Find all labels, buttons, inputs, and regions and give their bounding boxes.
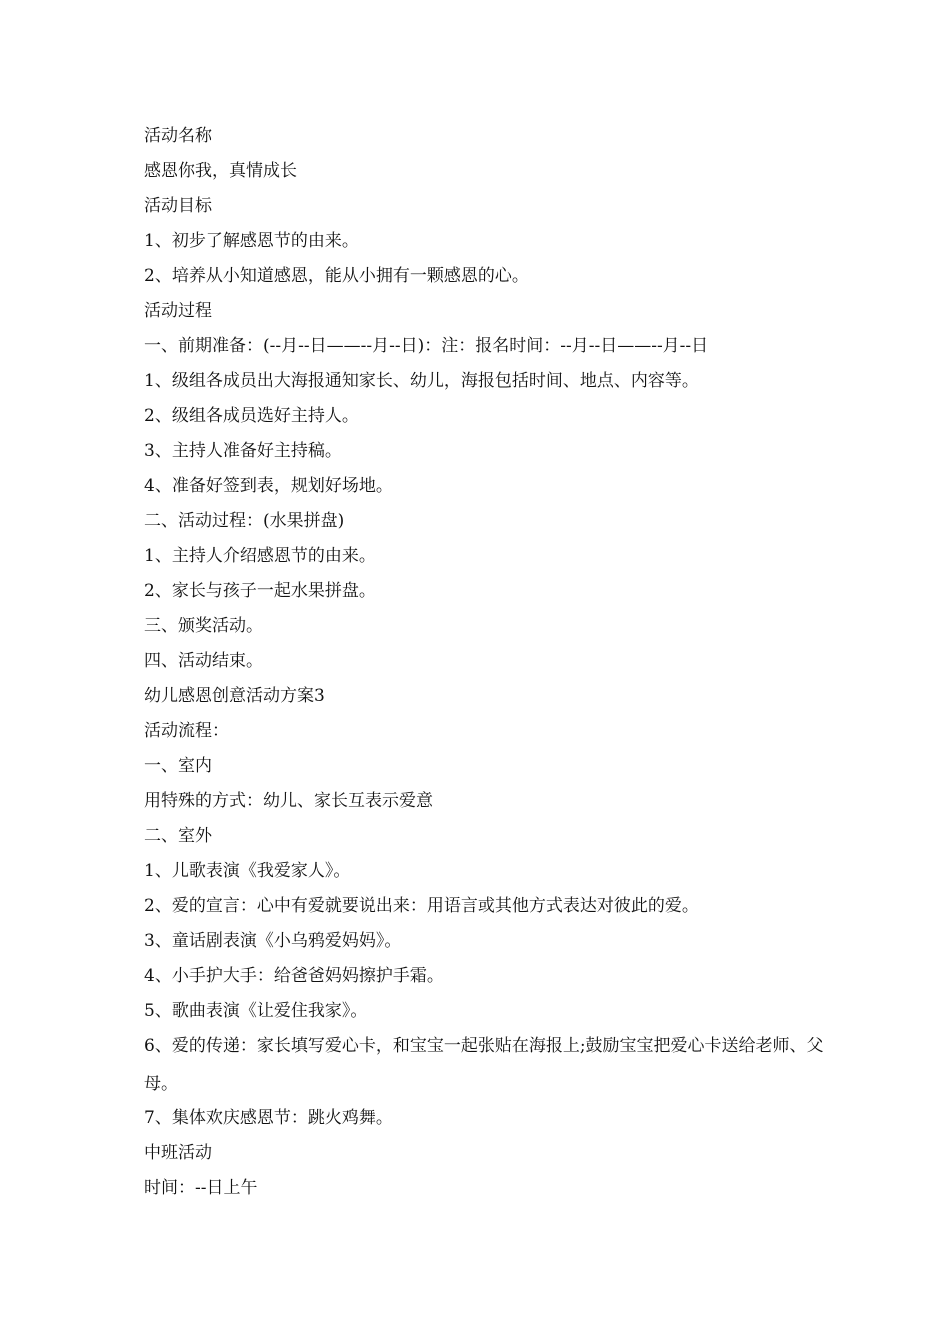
outdoor-item-7: 7、集体欢庆感恩节：跳火鸡舞。 — [144, 1108, 393, 1128]
preparation-item-3: 3、主持人准备好主持稿。 — [144, 441, 342, 461]
process-heading: 二、活动过程：(水果拼盘) — [144, 511, 345, 531]
preparation-item-1: 1、级组各成员出大海报通知家长、幼儿，海报包括时间、地点、内容等。 — [144, 371, 699, 391]
preparation-heading: 一、前期准备：(--月--日——--月--日)：注：报名时间：--月--日——--月--日 — [144, 336, 709, 356]
section-heading-activity-goals: 活动目标 — [144, 196, 212, 216]
outdoor-item-5: 5、歌曲表演《让爱住我家》。 — [144, 1001, 368, 1021]
indoor-item: 用特殊的方式：幼儿、家长互表示爱意 — [144, 791, 433, 811]
section-heading-activity-name: 活动名称 — [144, 126, 212, 146]
flow-heading: 活动流程： — [144, 721, 229, 741]
goal-item-1: 1、初步了解感恩节的由来。 — [144, 231, 359, 251]
ending-heading: 四、活动结束。 — [144, 651, 263, 671]
section-heading-activity-process: 活动过程 — [144, 301, 212, 321]
outdoor-item-4: 4、小手护大手：给爸爸妈妈擦护手霜。 — [144, 966, 444, 986]
outdoor-item-2: 2、爱的宣言：心中有爱就要说出来：用语言或其他方式表达对彼此的爱。 — [144, 896, 699, 916]
award-heading: 三、颁奖活动。 — [144, 616, 263, 636]
preparation-item-2: 2、级组各成员选好主持人。 — [144, 406, 359, 426]
indoor-heading: 一、室内 — [144, 756, 212, 776]
plan-3-title: 幼儿感恩创意活动方案3 — [144, 686, 325, 706]
outdoor-item-1: 1、儿歌表演《我爱家人》。 — [144, 861, 351, 881]
process-item-2: 2、家长与孩子一起水果拼盘。 — [144, 581, 376, 601]
outdoor-item-6: 6、爱的传递：家长填写爱心卡，和宝宝一起张贴在海报上;鼓励宝宝把爱心卡送给老师、父母。 — [144, 1036, 824, 1094]
preparation-item-4: 4、准备好签到表，规划好场地。 — [144, 476, 393, 496]
time-line: 时间：--日上午 — [144, 1178, 258, 1198]
outdoor-heading: 二、室外 — [144, 826, 212, 846]
outdoor-item-3: 3、童话剧表演《小乌鸦爱妈妈》。 — [144, 931, 402, 951]
document-body — [144, 119, 824, 1206]
middle-class-heading: 中班活动 — [144, 1143, 212, 1163]
process-item-1: 1、主持人介绍感恩节的由来。 — [144, 546, 376, 566]
activity-name-text: 感恩你我，真情成长 — [144, 161, 297, 181]
goal-item-2: 2、培养从小知道感恩，能从小拥有一颗感恩的心。 — [144, 266, 529, 286]
